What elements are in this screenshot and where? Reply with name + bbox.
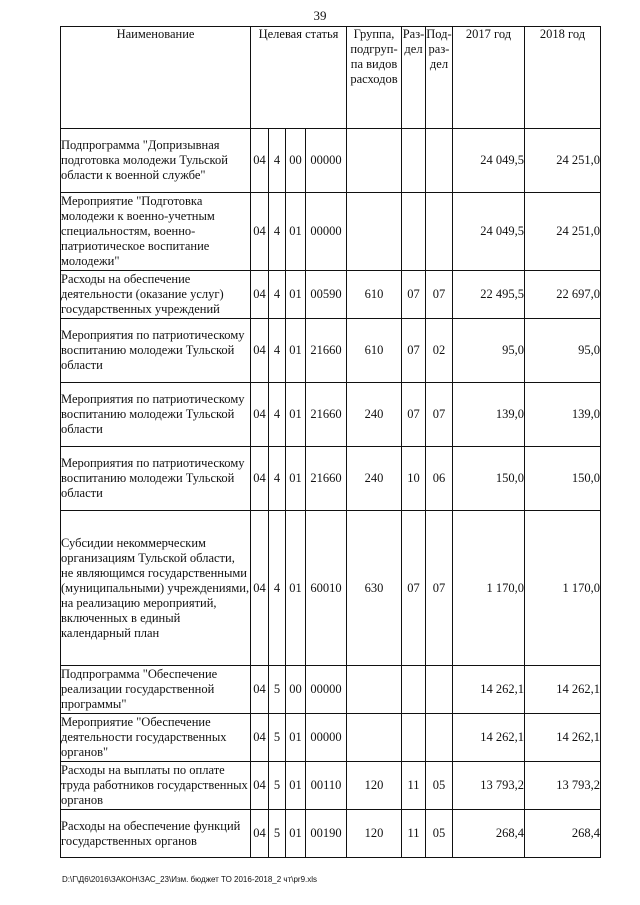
code-event: 00 xyxy=(286,129,306,193)
subsection: 07 xyxy=(426,511,453,666)
expense-group: 120 xyxy=(347,810,402,858)
code-program: 04 xyxy=(251,383,269,447)
code-event: 01 xyxy=(286,714,306,762)
header-row xyxy=(61,27,601,129)
section: 11 xyxy=(402,762,426,810)
code-subprogram: 5 xyxy=(269,714,286,762)
expense-group: 630 xyxy=(347,511,402,666)
code-direction: 00590 xyxy=(306,271,347,319)
subsection xyxy=(426,129,453,193)
code-event: 00 xyxy=(286,666,306,714)
code-program: 04 xyxy=(251,319,269,383)
amount-2018: 24 251,0 xyxy=(525,129,601,193)
amount-2017: 139,0 xyxy=(453,383,525,447)
table-row xyxy=(61,762,601,810)
amount-2017: 268,4 xyxy=(453,810,525,858)
header-2017: 2017 год xyxy=(453,27,525,129)
amount-2018: 1 170,0 xyxy=(525,511,601,666)
code-event: 01 xyxy=(286,383,306,447)
amount-2018: 150,0 xyxy=(525,447,601,511)
subsection: 05 xyxy=(426,810,453,858)
code-event: 01 xyxy=(286,762,306,810)
table-row xyxy=(61,666,601,714)
amount-2018: 268,4 xyxy=(525,810,601,858)
code-event: 01 xyxy=(286,271,306,319)
subsection: 07 xyxy=(426,383,453,447)
code-event: 01 xyxy=(286,511,306,666)
row-name: Расходы на выплаты по оплате труда работников государственных органов xyxy=(61,762,251,810)
amount-2017: 150,0 xyxy=(453,447,525,511)
code-program: 04 xyxy=(251,810,269,858)
row-name: Мероприятие "Подготовка молодежи к военно-учетным специальностям, военно-патриотическое воспитание молодежи" xyxy=(61,193,251,271)
section: 11 xyxy=(402,810,426,858)
header-subsection: Под-раз-дел xyxy=(426,27,453,129)
expense-group: 610 xyxy=(347,319,402,383)
code-program: 04 xyxy=(251,129,269,193)
code-program: 04 xyxy=(251,762,269,810)
code-direction: 21660 xyxy=(306,447,347,511)
code-subprogram: 4 xyxy=(269,447,286,511)
subsection xyxy=(426,714,453,762)
amount-2017: 24 049,5 xyxy=(453,129,525,193)
page-number: 39 xyxy=(313,8,327,23)
expense-group xyxy=(347,666,402,714)
row-name: Мероприятие "Обеспечение деятельности государственных органов" xyxy=(61,714,251,762)
table-row xyxy=(61,271,601,319)
table-row xyxy=(61,447,601,511)
code-program: 04 xyxy=(251,714,269,762)
subsection: 06 xyxy=(426,447,453,511)
code-subprogram: 4 xyxy=(269,193,286,271)
code-direction: 00000 xyxy=(306,129,347,193)
code-program: 04 xyxy=(251,511,269,666)
header-target: Целевая статья xyxy=(251,27,347,129)
amount-2017: 95,0 xyxy=(453,319,525,383)
header-name: Наименование xyxy=(61,27,251,129)
row-name: Мероприятия по патриотическому воспитанию молодежи Тульской области xyxy=(61,319,251,383)
amount-2017: 13 793,2 xyxy=(453,762,525,810)
code-program: 04 xyxy=(251,193,269,271)
code-event: 01 xyxy=(286,319,306,383)
expense-group: 240 xyxy=(347,447,402,511)
code-subprogram: 4 xyxy=(269,319,286,383)
budget-table xyxy=(60,26,601,858)
code-event: 01 xyxy=(286,193,306,271)
code-program: 04 xyxy=(251,447,269,511)
code-program: 04 xyxy=(251,666,269,714)
code-subprogram: 5 xyxy=(269,762,286,810)
section: 07 xyxy=(402,271,426,319)
table-row xyxy=(61,319,601,383)
amount-2017: 14 262,1 xyxy=(453,714,525,762)
section: 10 xyxy=(402,447,426,511)
code-subprogram: 4 xyxy=(269,383,286,447)
row-name: Расходы на обеспечение деятельности (оказание услуг) государственных учреждений xyxy=(61,271,251,319)
expense-group: 610 xyxy=(347,271,402,319)
amount-2017: 24 049,5 xyxy=(453,193,525,271)
section xyxy=(402,193,426,271)
table-row xyxy=(61,193,601,271)
section xyxy=(402,666,426,714)
table-row xyxy=(61,511,601,666)
row-name: Подпрограмма "Обеспечение реализации государственной программы" xyxy=(61,666,251,714)
expense-group xyxy=(347,129,402,193)
table-row xyxy=(61,714,601,762)
subsection xyxy=(426,666,453,714)
subsection xyxy=(426,193,453,271)
code-direction: 60010 xyxy=(306,511,347,666)
header-section: Раз-дел xyxy=(402,27,426,129)
file-path-footer: D:\Г\Д6\2016\ЗАКОН\ЗАС_23\Изм. бюджет ТО 2016-2018_2 чт\pr9.xls xyxy=(62,875,318,884)
code-subprogram: 5 xyxy=(269,810,286,858)
section xyxy=(402,129,426,193)
code-direction: 00000 xyxy=(306,193,347,271)
subsection: 02 xyxy=(426,319,453,383)
code-event: 01 xyxy=(286,810,306,858)
amount-2018: 14 262,1 xyxy=(525,666,601,714)
code-direction: 00190 xyxy=(306,810,347,858)
code-program: 04 xyxy=(251,271,269,319)
expense-group xyxy=(347,193,402,271)
subsection: 07 xyxy=(426,271,453,319)
code-direction: 00000 xyxy=(306,714,347,762)
section xyxy=(402,714,426,762)
code-subprogram: 4 xyxy=(269,271,286,319)
code-subprogram: 4 xyxy=(269,511,286,666)
row-name: Расходы на обеспечение функций государственных органов xyxy=(61,810,251,858)
amount-2018: 22 697,0 xyxy=(525,271,601,319)
code-direction: 21660 xyxy=(306,319,347,383)
code-direction: 21660 xyxy=(306,383,347,447)
section: 07 xyxy=(402,511,426,666)
row-name: Подпрограмма "Допризывная подготовка молодежи Тульской области к военной службе" xyxy=(61,129,251,193)
expense-group: 240 xyxy=(347,383,402,447)
expense-group: 120 xyxy=(347,762,402,810)
row-name: Субсидии некоммерческим организациям Тульской области, не являющимся государственными (муниципальными) учреждениями, на реализацию мероприятий, включенных в единый календарный план xyxy=(61,511,251,666)
amount-2017: 14 262,1 xyxy=(453,666,525,714)
amount-2018: 95,0 xyxy=(525,319,601,383)
section: 07 xyxy=(402,383,426,447)
amount-2018: 14 262,1 xyxy=(525,714,601,762)
table-row xyxy=(61,810,601,858)
expense-group xyxy=(347,714,402,762)
subsection: 05 xyxy=(426,762,453,810)
section: 07 xyxy=(402,319,426,383)
row-name: Мероприятия по патриотическому воспитанию молодежи Тульской области xyxy=(61,383,251,447)
code-direction: 00000 xyxy=(306,666,347,714)
code-subprogram: 5 xyxy=(269,666,286,714)
amount-2018: 139,0 xyxy=(525,383,601,447)
amount-2017: 1 170,0 xyxy=(453,511,525,666)
amount-2018: 13 793,2 xyxy=(525,762,601,810)
table-row xyxy=(61,383,601,447)
code-subprogram: 4 xyxy=(269,129,286,193)
table-row xyxy=(61,129,601,193)
row-name: Мероприятия по патриотическому воспитанию молодежи Тульской области xyxy=(61,447,251,511)
code-event: 01 xyxy=(286,447,306,511)
amount-2018: 24 251,0 xyxy=(525,193,601,271)
code-direction: 00110 xyxy=(306,762,347,810)
header-group: Группа, подгруп-па видов расходов xyxy=(347,27,402,129)
header-2018: 2018 год xyxy=(525,27,601,129)
amount-2017: 22 495,5 xyxy=(453,271,525,319)
